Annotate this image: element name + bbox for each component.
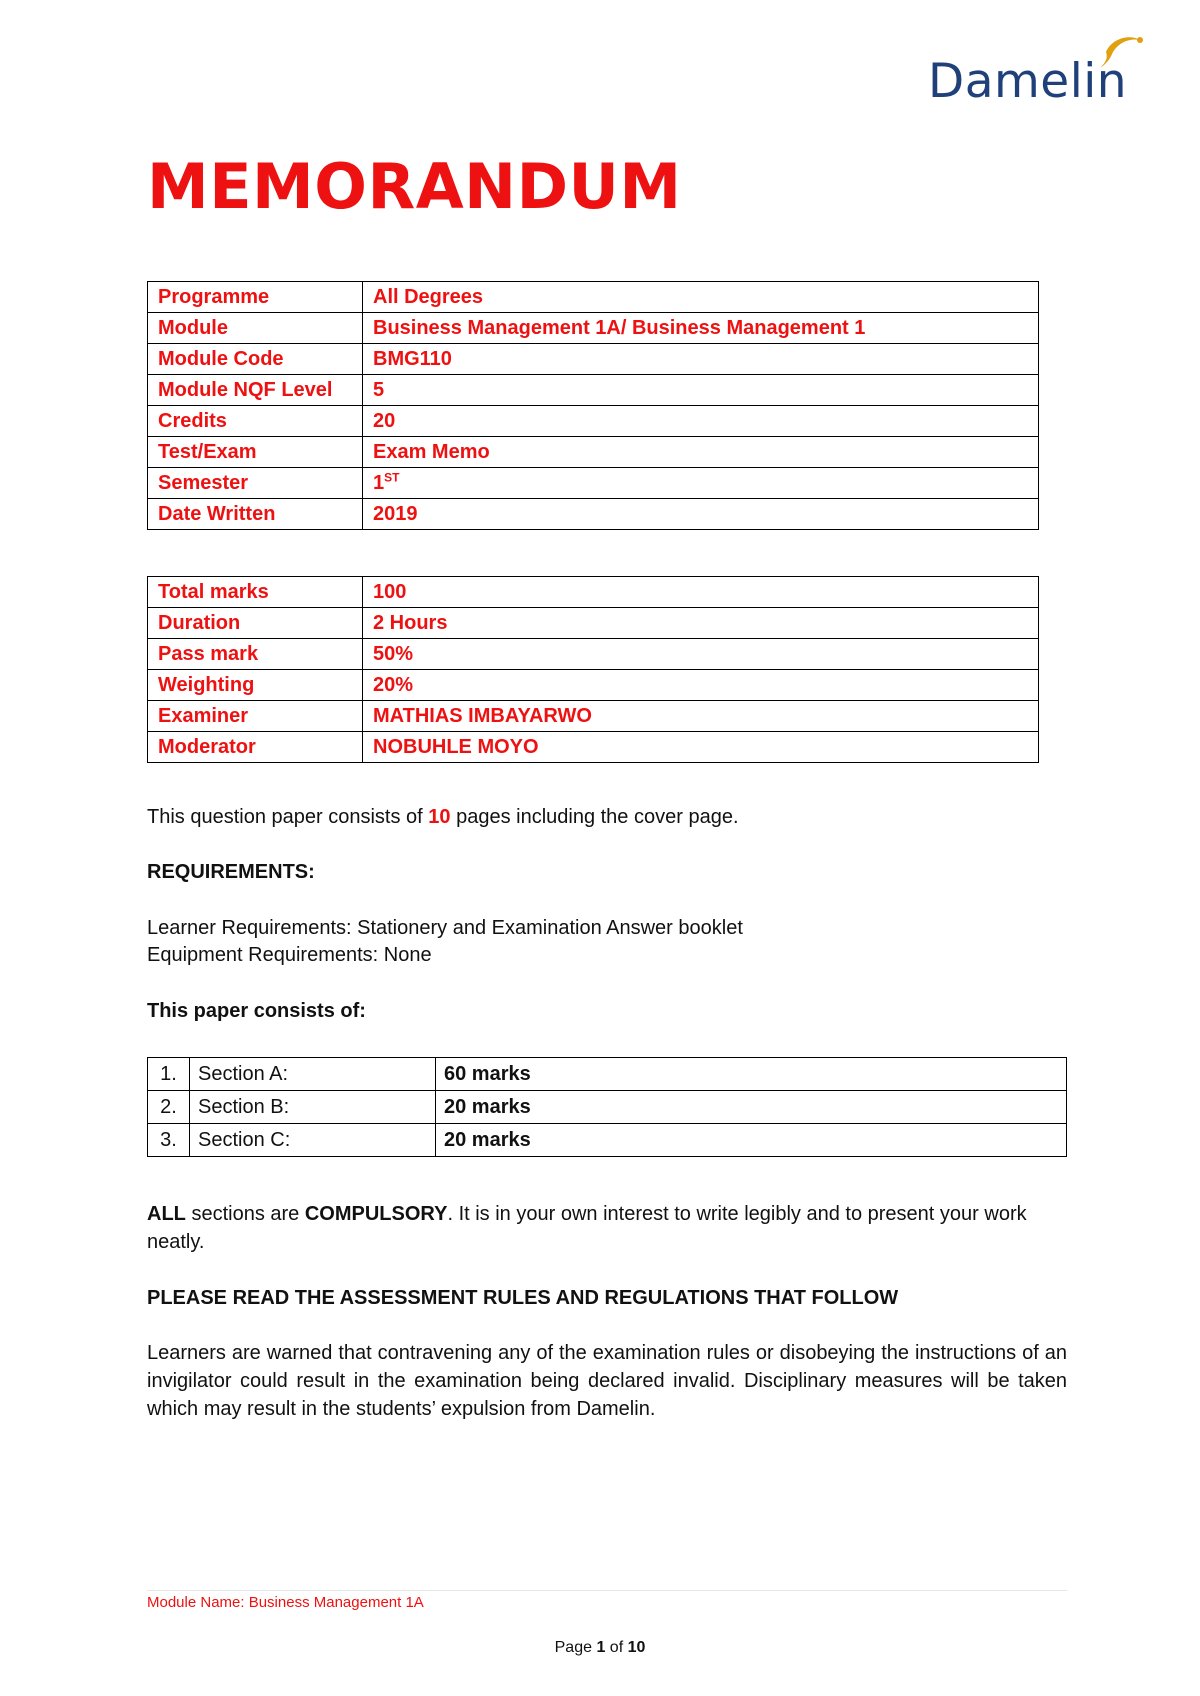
row-value: 2 Hours	[363, 608, 1039, 639]
row-value: Business Management 1A/ Business Management 1	[363, 313, 1039, 344]
table-row	[148, 670, 1039, 701]
equipment-requirements: Equipment Requirements: None	[147, 944, 432, 966]
module-info-table	[147, 281, 1039, 530]
row-value: NOBUHLE MOYO	[363, 732, 1039, 763]
compulsory-emphasis: COMPULSORY	[304, 1203, 448, 1225]
requirements-heading: REQUIREMENTS:	[147, 861, 315, 883]
table-row	[148, 608, 1039, 639]
table-row	[148, 1124, 1067, 1157]
row-label: Module Code	[148, 344, 363, 375]
table-row	[148, 577, 1039, 608]
all-emphasis: ALL	[147, 1203, 186, 1225]
sentence-text: pages including the cover page.	[450, 806, 739, 828]
assessment-info-table	[147, 576, 1039, 763]
section-number: 3.	[148, 1124, 190, 1157]
page-total: 10	[627, 1639, 646, 1656]
row-value: Exam Memo	[363, 437, 1039, 468]
row-label: Weighting	[148, 670, 363, 701]
table-row	[148, 406, 1039, 437]
semester-suffix: ST	[384, 469, 400, 484]
table-row	[148, 701, 1039, 732]
damelin-logo	[928, 32, 1168, 114]
table-row	[148, 468, 1039, 499]
row-label: Moderator	[148, 732, 363, 763]
table-row	[148, 344, 1039, 375]
row-value: 50%	[363, 639, 1039, 670]
table-row	[148, 732, 1039, 763]
sections-table	[147, 1057, 1067, 1157]
table-row	[148, 282, 1039, 313]
logo-wordmark: Damelin	[928, 54, 1128, 109]
row-label: Module	[148, 313, 363, 344]
page-of: of	[605, 1639, 628, 1656]
row-value: MATHIAS IMBAYARWO	[363, 701, 1039, 732]
page-prefix: Page	[554, 1639, 597, 1656]
table-row	[148, 1091, 1067, 1124]
section-number: 1.	[148, 1058, 190, 1091]
row-label: Examiner	[148, 701, 363, 732]
row-label: Test/Exam	[148, 437, 363, 468]
sentence-text: This question paper consists of	[147, 806, 429, 828]
page-current: 1	[596, 1639, 606, 1656]
row-label: Credits	[148, 406, 363, 437]
paragraph-text: sections are	[185, 1203, 305, 1225]
row-label: Date Written	[148, 499, 363, 530]
semester-number: 1	[373, 471, 385, 494]
section-marks: 20 marks	[436, 1124, 1067, 1157]
row-label: Semester	[148, 468, 363, 499]
row-value	[363, 468, 1039, 499]
row-value: 5	[363, 375, 1039, 406]
row-value: BMG110	[363, 344, 1039, 375]
page-number	[0, 1639, 1200, 1657]
table-row	[148, 499, 1039, 530]
table-row	[148, 1058, 1067, 1091]
row-label: Total marks	[148, 577, 363, 608]
section-marks: 20 marks	[436, 1091, 1067, 1124]
warning-paragraph: Learners are warned that contravening any of the examination rules or disobeying the instructions of an invigilator could result in the examination being declared invalid. Disciplinary measures will be taken which may result in the students’ expulsion from Damelin.	[147, 1342, 1067, 1420]
row-value: All Degrees	[363, 282, 1039, 313]
page-count-sentence	[147, 803, 1067, 831]
row-label: Programme	[148, 282, 363, 313]
table-row	[148, 313, 1039, 344]
compulsory-paragraph	[147, 1200, 1067, 1256]
page-count: 10	[428, 806, 451, 828]
consists-heading: This paper consists of:	[147, 1000, 366, 1022]
row-value: 20%	[363, 670, 1039, 701]
table-row	[148, 639, 1039, 670]
section-name: Section A:	[190, 1058, 436, 1091]
footer-module-name: Module Name: Business Management 1A	[147, 1594, 424, 1611]
learner-requirements: Learner Requirements: Stationery and Examination Answer booklet	[147, 917, 743, 939]
row-value: 100	[363, 577, 1039, 608]
table-row	[148, 437, 1039, 468]
row-label: Duration	[148, 608, 363, 639]
rules-heading: PLEASE READ THE ASSESSMENT RULES AND REGULATIONS THAT FOLLOW	[147, 1287, 899, 1309]
page-title: MEMORANDUM	[147, 150, 682, 223]
section-name: Section C:	[190, 1124, 436, 1157]
section-marks: 60 marks	[436, 1058, 1067, 1091]
row-value: 2019	[363, 499, 1039, 530]
table-row	[148, 375, 1039, 406]
row-value: 20	[363, 406, 1039, 437]
section-name: Section B:	[190, 1091, 436, 1124]
row-label: Pass mark	[148, 639, 363, 670]
paragraph-text: . It is in your own interest to write legibly and to present your work neatly.	[147, 1203, 1027, 1253]
row-label: Module NQF Level	[148, 375, 363, 406]
footer-divider	[147, 1590, 1067, 1591]
section-number: 2.	[148, 1091, 190, 1124]
